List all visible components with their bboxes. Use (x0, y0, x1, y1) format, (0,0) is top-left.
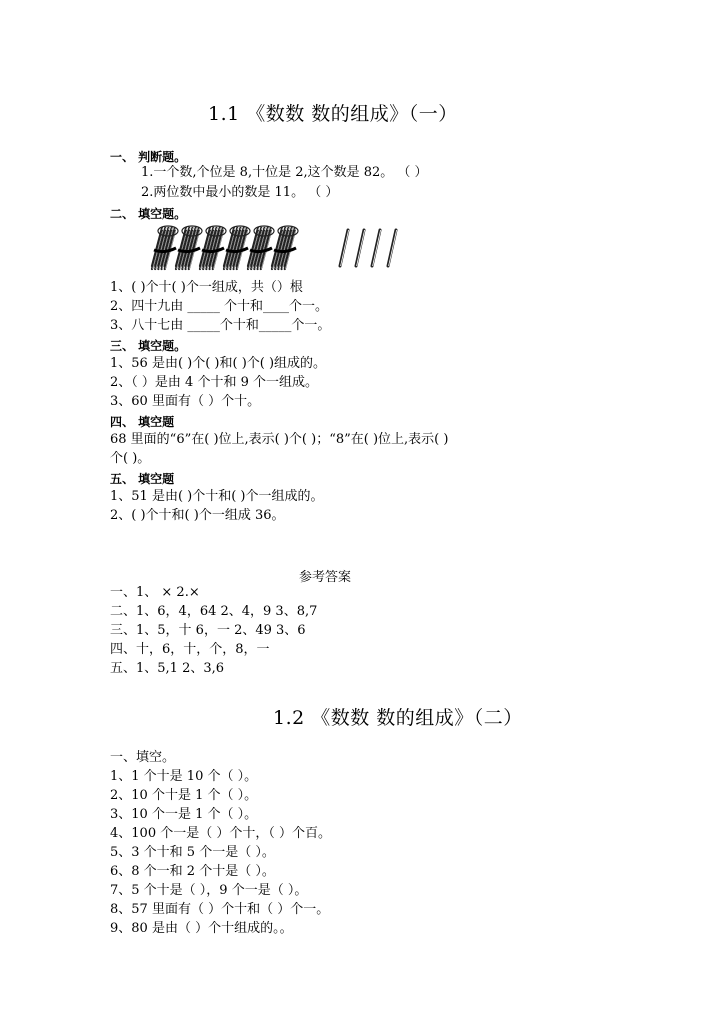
part2-item-3: 3、八十七由 _____个十和_____个一。 (110, 318, 331, 333)
stick-bundle (224, 226, 250, 269)
stick-bundle (272, 226, 298, 269)
answer-line-1: 一、1、 × 2.× (110, 585, 200, 600)
section2-item-6: 6、8 个一和 2 个十是（ ）。 (110, 864, 275, 879)
part1-item-2: 2.两位数中最小的数是 11。 （ ） (141, 185, 339, 200)
single-stick-highlight (357, 230, 365, 266)
part5-heading: 五、 填空题 (110, 472, 175, 486)
part5-item-1: 1、51 是由( )个十和( )个一组成的。 (110, 489, 324, 504)
part3-item-2: 2、（ ）是由 4 个十和 9 个一组成。 (110, 375, 318, 390)
section2-item-2: 2、10 个十是 1 个（ ）。 (110, 788, 258, 803)
part3-item-1: 1、56 是由( )个( )和( )个( )组成的。 (110, 356, 327, 371)
section2-item-4: 4、100 个一是（ ）个十，（ ）个百。 (110, 826, 331, 841)
part2-heading: 二、 填空题。 (110, 207, 187, 221)
single-stick-highlight (341, 230, 349, 266)
part4-heading: 四、 填空题 (110, 415, 175, 429)
section1-title: 1.1 《数数 数的组成》（一） (208, 103, 458, 125)
single-stick-highlight (389, 230, 397, 266)
single-stick (388, 230, 396, 266)
part3-heading: 三、 填空题。 (110, 339, 187, 353)
section2-title: 1.2 《数数 数的组成》（二） (273, 707, 523, 729)
answer-line-2: 二、1、6，4，64 2、4，9 3、8,7 (110, 604, 318, 619)
single-sticks (340, 230, 397, 266)
answer-line-4: 四、十，6，十，个，8，一 (110, 642, 270, 657)
section2-heading: 一、填空。 (110, 750, 176, 765)
stick-bundle (248, 226, 274, 269)
answers-title: 参考答案 (299, 570, 352, 585)
part4-item-2: 个( )。 (110, 451, 151, 466)
part1-item-1: 1.一个数,个位是 8,十位是 2,这个数是 82。 （ ） (141, 165, 428, 180)
stick-bundle (152, 226, 178, 269)
single-stick (340, 230, 348, 266)
section2-item-5: 5、3 个十和 5 个一是（ ）。 (110, 845, 275, 860)
answer-line-5: 五、1、5,1 2、3,6 (110, 661, 225, 676)
part3-item-3: 3、60 里面有（ ）个十。 (110, 394, 261, 409)
stick-bundle (200, 226, 226, 269)
section2-item-8: 8、57 里面有（ ）个十和（ ）个一。 (110, 902, 330, 917)
part2-item-2: 2、四十九由 _____ 个十和____个一。 (110, 299, 329, 314)
single-stick (356, 230, 364, 266)
part5-item-2: 2、( )个十和( )个一组成 36。 (110, 508, 285, 523)
stick-bundle (176, 226, 202, 269)
single-stick (372, 230, 380, 266)
part1-heading: 一、 判断题。 (110, 150, 187, 164)
counting-sticks-illustration (150, 224, 410, 272)
section2-item-1: 1、1 个十是 10 个（ ）。 (110, 769, 258, 784)
part4-item-1: 68 里面的“6”在( )位上,表示( )个( )；“8”在( )位上,表示( ) (110, 432, 449, 447)
single-stick-highlight (373, 230, 381, 266)
part2-item-1: 1、( )个十( )个一组成，共（）根 (110, 280, 303, 295)
bundles-of-ten (152, 226, 298, 269)
answer-line-3: 三、1、5，十 6，一 2、49 3、6 (110, 623, 306, 638)
section2-item-3: 3、10 个一是 1 个（ ）。 (110, 807, 258, 822)
section2-item-7: 7、5 个十是（ ），9 个一是（ ）。 (110, 883, 308, 898)
section2-item-9: 9、80 是由（ ）个十组成的。。 (110, 921, 293, 936)
